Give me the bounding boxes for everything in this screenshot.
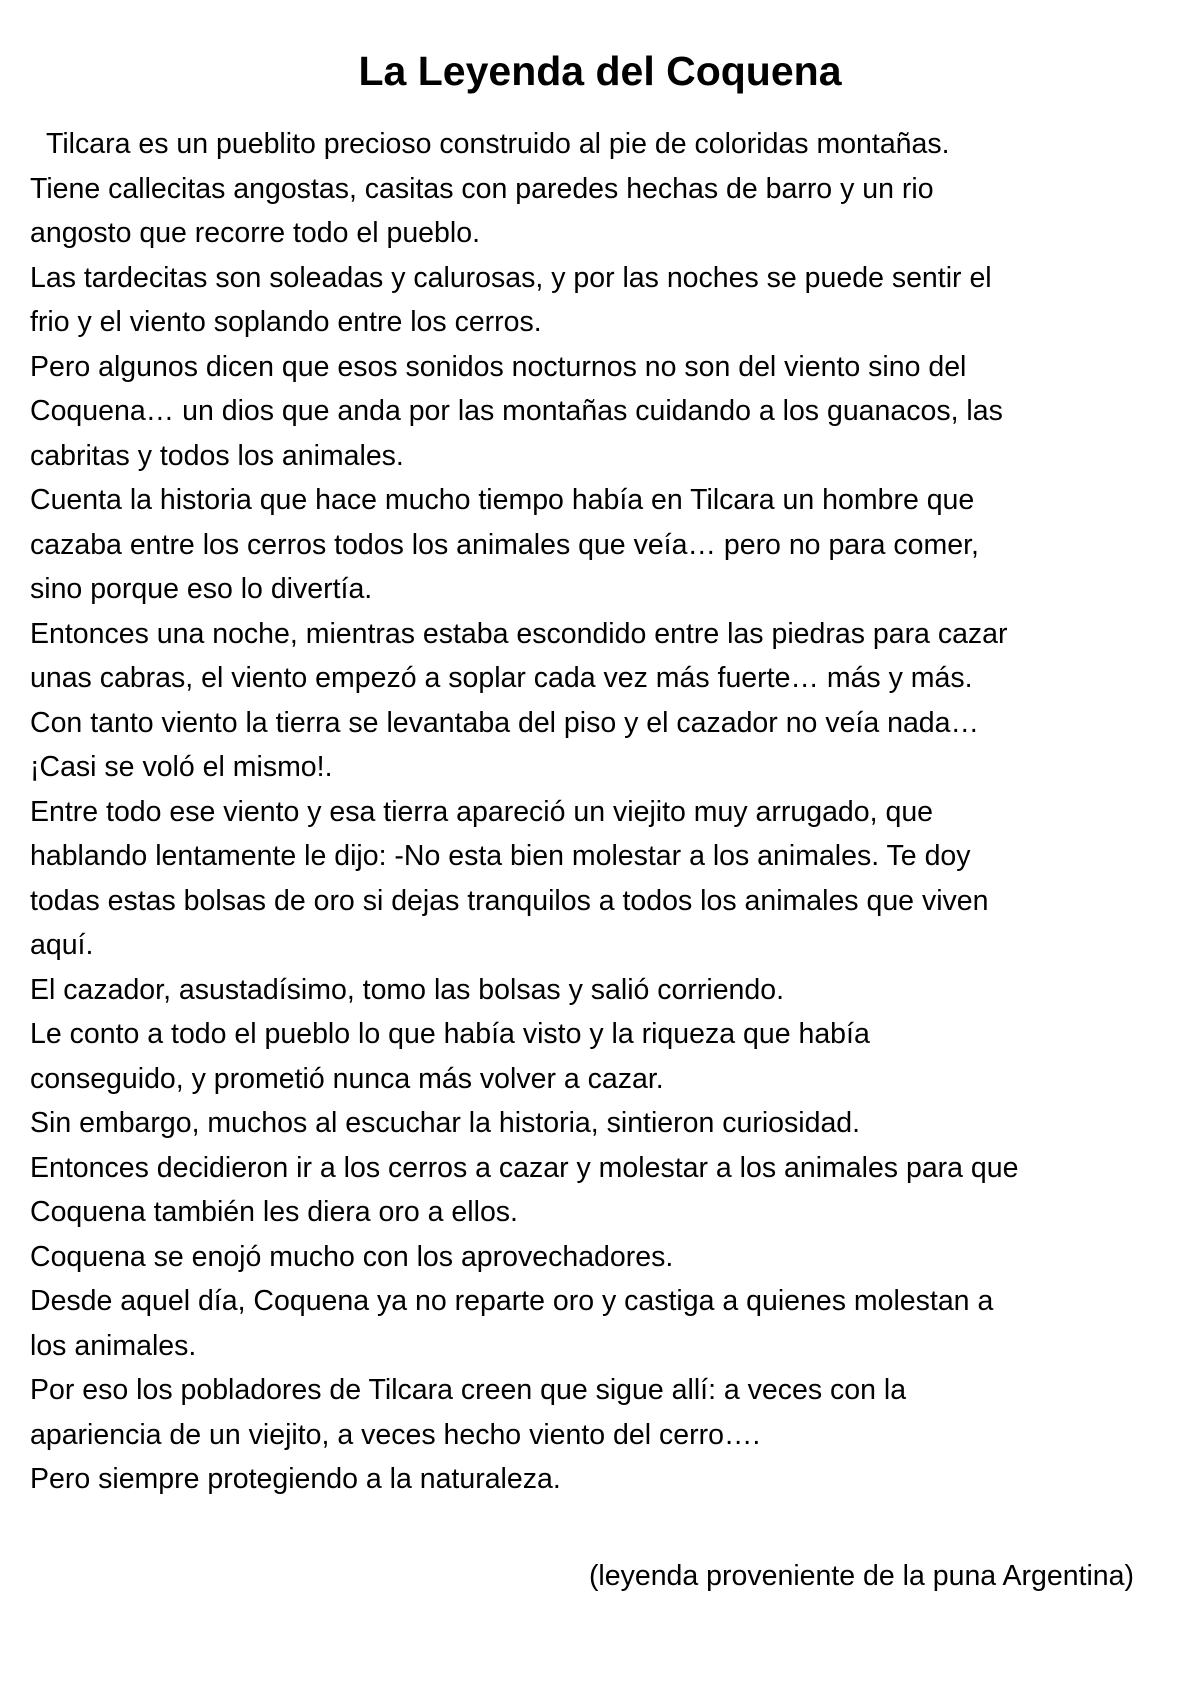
text-line: ¡Casi se voló el mismo!. [30,751,333,783]
text-line: Sin embargo, muchos al escuchar la historia, sintieron curiosidad. [30,1107,861,1139]
text-line: Le conto a todo el pueblo lo que había visto y la riqueza que había [30,1018,870,1050]
text-line: todas estas bolsas de oro si dejas tranquilos a todos los animales que viven [30,884,989,917]
text-line: Con tanto viento la tierra se levantaba del piso y el cazador no veía nada… [30,706,980,739]
text-line: angosto que recorre todo el pueblo. [30,217,480,249]
source-note: (leyenda proveniente de la puna Argentina) [588,1560,1134,1592]
text-line: Desde aquel día, Coquena ya no reparte oro y castiga a quienes molestan a [30,1285,994,1317]
text-line: unas cabras, el viento empezó a soplar cada vez más fuerte… más y más. [30,662,973,694]
text-line: El cazador, asustadísimo, tomo las bolsas y salió corriendo. [30,973,785,1006]
text-line: Las tardecitas son soleadas y calurosas, y por las noches se puede sentir el [30,261,992,294]
text-line: Tilcara es un pueblito precioso construido al pie de coloridas montañas. [46,128,950,160]
text-line: los animales. [30,1329,197,1362]
text-line: Tiene callecitas angostas, casitas con paredes hechas de barro y un rio [30,172,934,205]
text-line: frio y el viento soplando entre los cerros. [30,306,542,338]
text-line: Pero algunos dicen que esos sonidos nocturnos no son del viento sino del [30,350,967,383]
text-line: Coquena se enojó mucho con los aprovechadores. [30,1240,674,1273]
text-line: Cuenta la historia que hace mucho tiempo había en Tilcara un hombre que [30,484,975,516]
document-body [30,122,1180,1502]
text-line: Entonces decidieron ir a los cerros a cazar y molestar a los animales para que [30,1151,1019,1184]
text-line: Entonces una noche, mientras estaba escondido entre las piedras para cazar [30,617,1008,650]
text-line: cazaba entre los cerros todos los animales que veía… pero no para comer, [30,528,979,561]
document-title: La Leyenda del Coquena [358,48,842,94]
text-line: cabritas y todos los animales. [30,439,404,472]
text-line: hablando lentamente le dijo: -No esta bien molestar a los animales. Te doy [30,840,971,872]
text-line: apariencia de un viejito, a veces hecho viento del cerro…. [30,1418,761,1451]
text-line: sino porque eso lo divertía. [30,573,373,605]
text-line: Por eso los pobladores de Tilcara creen que sigue allí: a veces con la [30,1374,907,1406]
text-line: Coquena también les diera oro a ellos. [30,1196,518,1228]
text-line: aquí. [30,929,94,961]
text-line: Coquena… un dios que anda por las montañas cuidando a los guanacos, las [30,395,1003,427]
text-line: Pero siempre protegiendo a la naturaleza. [30,1463,561,1495]
text-line: conseguido, y prometió nunca más volver a cazar. [30,1062,664,1095]
text-line: Entre todo ese viento y esa tierra apareció un viejito muy arrugado, que [30,795,934,828]
